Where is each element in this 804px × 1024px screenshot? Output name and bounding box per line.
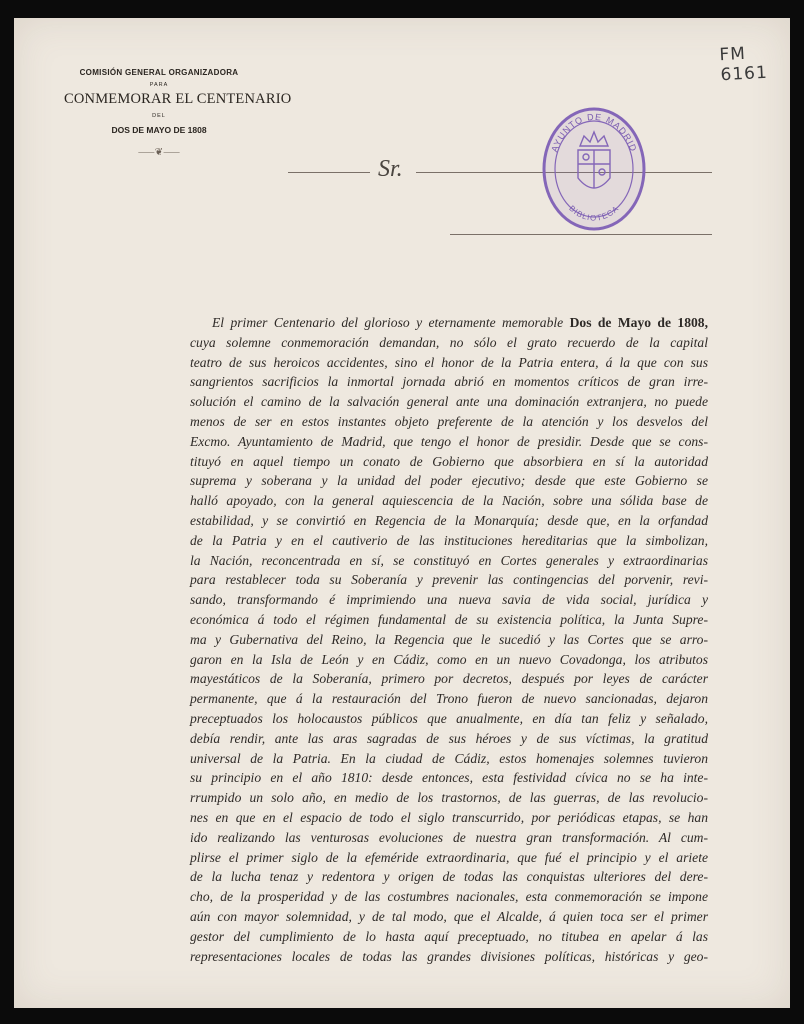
body-line: garon en la Isla de León y en Cádiz, como en un nuevo Covadonga, los atributos [190,651,708,667]
body-line: rrumpido un solo año, en medio de los trastornos, de las guerras, de las revolucio- [190,790,708,806]
body-line: debía rendir, ante las aras sagradas de sus héroes y de sus víctimas, la gratitud [190,730,708,746]
document-page [14,18,790,1008]
body-line: halló apoyado, con la general aquiescencia de la Nación, sobre una sólida base de [190,493,708,509]
body-line: para restablecer toda su Soberanía y prevenir las contingencias del porvenir, revi- [190,572,708,588]
stamp-text-bottom: BIBLIOTECA [567,203,621,223]
letterhead-date: DOS DE MAYO DE 1808 [111,125,207,135]
body-line: estabilidad, y se convirtió en Regencia de la Monarquía; desde que, en la orfandad [190,512,708,528]
letterhead-para: PARA [149,82,169,88]
body-line: representaciones locales de todas las grandes divisiones políticas, históricas y geo- [190,948,708,964]
body-line: universal de la Patria. En la ciudad de Cádiz, estos homenajes solemnes tuvieron [190,750,708,766]
body-line: ma y Gubernativa del Reino, la Regencia que le sucedió y las Cortes que se arro- [190,631,708,647]
salutation: Sr. [378,156,403,182]
body-line: tituyó en aquel tiempo un conato de Gobierno que absorbiera en sí la autoridad [190,453,708,469]
body-line: teatro de sus heroicos accidentes, sino el honor de la Patria entera, á la que con sus [190,354,708,370]
body-line: El primer Centenario del glorioso y eternamente memorable Dos de Mayo de 1808, [212,315,708,330]
body-line: mayestáticos de la Soberanía, primero por decretos, después por leyes de carácter [190,671,708,687]
body-line: aún con mayor solemnidad, y de tal modo, que el Alcalde, á quien toca ser el primer [190,908,708,924]
body-line: cho, de la prosperidad y de las costumbres nacionales, esta conmemoración se impone [190,889,708,905]
body-line: cuya solemne conmemoración demandan, no sólo el grato recuerdo de la capital [190,334,708,350]
body-line: su principio en el año 1810: desde entonces, esta festividad cívica no se ha inte- [190,770,708,786]
letterhead-commission: COMISIÓN GENERAL ORGANIZADORA [79,68,239,77]
body-line: menos de ser en estos instantes objeto preferente de la atención y los desvelos del [190,413,708,429]
highlighted-date: Dos de Mayo de 1808, [569,315,708,330]
letterhead-title: CONMEMORAR EL CENTENARIO [64,91,292,107]
body-line: suprema y soberana y la unidad del poder ejecutivo; desde que este Gobierno se [190,473,708,489]
body-line: sando, transformando é imprimiendo una nueva savia de vida social, jurídica y [190,592,708,608]
body-line: ido realizando las venturosas evoluciones de nuestra gran transformación. Al cum- [190,829,708,845]
handwritten-note-line-1: FM [718,43,747,66]
address-line-left [288,172,370,173]
body-line: preceptuados los holocaustos públicos que anualmente, en día tan feliz y señalado, [190,710,708,726]
body-line: la Nación, reconcentrada en sí, se constituyó en Cortes generales y extraordinarias [190,552,708,568]
stamp-text-top: AYUNTO DE MADRID [549,111,639,154]
letterhead-del: DEL [152,113,166,119]
ornament-icon: ⸺❦⸺ [137,147,181,158]
handwritten-note-line-2: 6161 [720,62,769,86]
letterhead [64,68,292,158]
address-line-second [450,234,712,235]
body-line: permanente, que á la restauración del Trono fueron de nuevo sancionadas, dejaron [190,691,708,707]
body-line: solución el camino de la salvación general ante una dominación extranjera, no puede [190,394,708,410]
body-line: económica á todo el régimen fundamental de su existencia política, la Junta Supre- [190,611,708,627]
body-line: nes en que en el espacio de todo el siglo transcurrido, por periódicas etapas, se han [190,809,708,825]
body-line: gestor del cumplimiento de lo hasta aquí preceptuado, no titubea en apelar á las [190,928,708,944]
body-line: Excmo. Ayuntamiento de Madrid, que tengo el honor de presidir. Desde que se cons- [190,433,708,449]
body-line: sangrientos sacrificios la inmortal jornada abrió en momentos críticos de gran irre- [190,374,708,390]
handwritten-catalog-note [719,43,768,85]
body-line: de la lucha tenaz y redentora y origen de todas las conquistas ulteriores del dere- [190,869,708,885]
body-line: de la Patria y en el cautiverio de las instituciones hereditarias que la simbolizan, [190,532,708,548]
body-line: plirse el primer siglo de la efeméride extraordinaria, que fué el principio y el ariete [190,849,708,865]
letter-body [190,313,708,966]
library-stamp-icon [540,106,648,232]
